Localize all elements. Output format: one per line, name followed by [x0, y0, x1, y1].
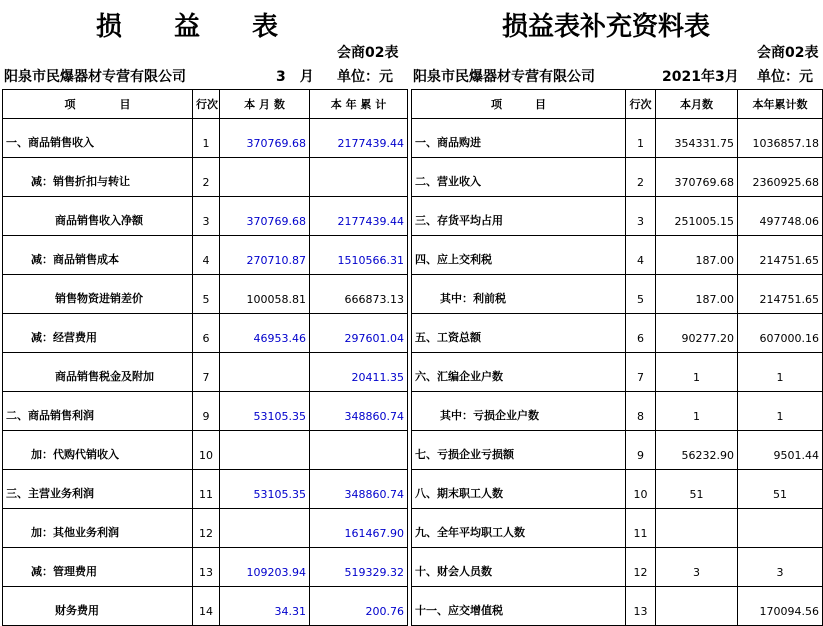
table-row	[412, 236, 823, 275]
row-item-name: 六、汇编企业户数	[412, 353, 626, 392]
header-month: 本 月 数	[220, 90, 310, 119]
table-row	[3, 431, 408, 470]
row-year-value: 214751.65	[738, 236, 823, 275]
row-month-value	[220, 158, 310, 197]
row-item-name: 减：经营费用	[3, 314, 193, 353]
header-row	[3, 90, 408, 119]
header-year: 本 年 累 计	[310, 90, 408, 119]
row-line-number: 11	[626, 509, 656, 548]
table-row	[412, 431, 823, 470]
row-item-name: 五、工资总额	[412, 314, 626, 353]
table-row	[412, 587, 823, 626]
row-month-value: 53105.35	[220, 392, 310, 431]
table-row	[412, 314, 823, 353]
header-line: 行次	[626, 90, 656, 119]
row-item-name: 二、营业收入	[412, 158, 626, 197]
row-year-value: 3	[738, 548, 823, 587]
row-year-value: 200.76	[310, 587, 408, 626]
table-row	[3, 548, 408, 587]
row-year-value	[310, 158, 408, 197]
table-row	[412, 158, 823, 197]
row-line-number: 13	[193, 548, 220, 587]
row-month-value: 109203.94	[220, 548, 310, 587]
row-line-number: 6	[193, 314, 220, 353]
row-year-value	[310, 431, 408, 470]
header-row	[412, 90, 823, 119]
row-item-name: 商品销售税金及附加	[3, 353, 193, 392]
row-month-value	[656, 587, 738, 626]
row-month-value: 187.00	[656, 236, 738, 275]
row-month-value: 251005.15	[656, 197, 738, 236]
row-year-value: 297601.04	[310, 314, 408, 353]
row-month-value: 1	[656, 353, 738, 392]
row-line-number: 1	[193, 119, 220, 158]
row-month-value: 100058.81	[220, 275, 310, 314]
row-month-value	[220, 431, 310, 470]
supplement-table	[411, 89, 823, 626]
header-line: 行次	[193, 90, 220, 119]
income-statement-table	[2, 89, 408, 626]
row-line-number: 8	[626, 392, 656, 431]
row-year-value: 348860.74	[310, 392, 408, 431]
row-item-name: 三、主营业务利润	[3, 470, 193, 509]
row-line-number: 2	[193, 158, 220, 197]
row-year-value: 20411.35	[310, 353, 408, 392]
left-unit: 单位：元	[337, 69, 393, 85]
left-title: 损 益 表	[96, 12, 279, 42]
row-year-value: 2360925.68	[738, 158, 823, 197]
table-row	[3, 353, 408, 392]
header-item: 项 目	[412, 90, 626, 119]
table-row	[412, 470, 823, 509]
row-item-name: 财务费用	[3, 587, 193, 626]
left-form-code: 会商02表	[337, 45, 399, 61]
row-line-number: 3	[626, 197, 656, 236]
row-line-number: 12	[193, 509, 220, 548]
row-month-value: 46953.46	[220, 314, 310, 353]
table-row	[3, 587, 408, 626]
table-row	[412, 392, 823, 431]
table-row	[3, 470, 408, 509]
row-item-name: 三、存货平均占用	[412, 197, 626, 236]
row-line-number: 5	[626, 275, 656, 314]
row-month-value: 51	[656, 470, 738, 509]
row-year-value: 1036857.18	[738, 119, 823, 158]
left-company-name: 阳泉市民爆器材专营有限公司	[4, 69, 186, 85]
table-row	[3, 158, 408, 197]
row-line-number: 6	[626, 314, 656, 353]
table-row	[412, 548, 823, 587]
row-year-value: 2177439.44	[310, 197, 408, 236]
right-period: 2021年3月	[662, 69, 739, 85]
row-line-number: 3	[193, 197, 220, 236]
row-item-name: 十一、应交增值税	[412, 587, 626, 626]
row-year-value: 1510566.31	[310, 236, 408, 275]
row-line-number: 9	[626, 431, 656, 470]
table-row	[3, 509, 408, 548]
row-year-value: 9501.44	[738, 431, 823, 470]
row-line-number: 14	[193, 587, 220, 626]
row-item-name: 八、期末职工人数	[412, 470, 626, 509]
row-line-number: 7	[193, 353, 220, 392]
table-row	[412, 353, 823, 392]
row-line-number: 4	[626, 236, 656, 275]
row-item-name: 加：其他业务利润	[3, 509, 193, 548]
row-year-value: 607000.16	[738, 314, 823, 353]
row-year-value: 170094.56	[738, 587, 823, 626]
row-item-name: 一、商品购进	[412, 119, 626, 158]
row-month-value: 370769.68	[656, 158, 738, 197]
left-period: 3 月	[276, 69, 314, 85]
row-month-value: 90277.20	[656, 314, 738, 353]
row-line-number: 5	[193, 275, 220, 314]
row-month-value: 34.31	[220, 587, 310, 626]
right-form-code: 会商02表	[757, 45, 819, 61]
row-month-value: 56232.90	[656, 431, 738, 470]
table-row	[412, 509, 823, 548]
header-month: 本月数	[656, 90, 738, 119]
header-item: 项 目	[3, 90, 193, 119]
row-line-number: 2	[626, 158, 656, 197]
right-title: 损益表补充资料表	[502, 12, 711, 42]
table-row	[412, 275, 823, 314]
row-year-value: 51	[738, 470, 823, 509]
row-month-value	[656, 509, 738, 548]
table-row	[412, 197, 823, 236]
table-row	[3, 197, 408, 236]
row-item-name: 减：管理费用	[3, 548, 193, 587]
row-line-number: 4	[193, 236, 220, 275]
income-statement-body	[3, 90, 408, 626]
table-row	[3, 314, 408, 353]
table-row	[3, 275, 408, 314]
row-item-name: 加：代购代销收入	[3, 431, 193, 470]
table-row	[3, 392, 408, 431]
row-item-name: 减：商品销售成本	[3, 236, 193, 275]
row-month-value: 3	[656, 548, 738, 587]
row-year-value: 1	[738, 353, 823, 392]
row-line-number: 10	[193, 431, 220, 470]
row-month-value: 354331.75	[656, 119, 738, 158]
row-line-number: 1	[626, 119, 656, 158]
row-item-name: 二、商品销售利润	[3, 392, 193, 431]
row-item-name: 七、亏损企业亏损额	[412, 431, 626, 470]
row-line-number: 9	[193, 392, 220, 431]
row-item-name: 一、商品销售收入	[3, 119, 193, 158]
row-line-number: 11	[193, 470, 220, 509]
row-item-name: 销售物资进销差价	[3, 275, 193, 314]
row-year-value: 519329.32	[310, 548, 408, 587]
table-row	[412, 119, 823, 158]
row-line-number: 13	[626, 587, 656, 626]
row-item-name: 四、应上交利税	[412, 236, 626, 275]
row-item-name: 十、财会人员数	[412, 548, 626, 587]
row-month-value: 270710.87	[220, 236, 310, 275]
row-month-value	[220, 353, 310, 392]
row-year-value: 497748.06	[738, 197, 823, 236]
table-row	[3, 119, 408, 158]
header-year: 本年累计数	[738, 90, 823, 119]
row-item-name: 其中：利前税	[412, 275, 626, 314]
row-month-value: 1	[656, 392, 738, 431]
row-item-name: 其中：亏损企业户数	[412, 392, 626, 431]
row-item-name: 九、全年平均职工人数	[412, 509, 626, 548]
row-year-value: 2177439.44	[310, 119, 408, 158]
row-line-number: 10	[626, 470, 656, 509]
row-month-value: 370769.68	[220, 119, 310, 158]
row-line-number: 12	[626, 548, 656, 587]
row-month-value: 53105.35	[220, 470, 310, 509]
row-line-number: 7	[626, 353, 656, 392]
table-row	[3, 236, 408, 275]
row-month-value	[220, 509, 310, 548]
row-month-value: 187.00	[656, 275, 738, 314]
row-year-value: 1	[738, 392, 823, 431]
row-year-value: 161467.90	[310, 509, 408, 548]
row-item-name: 减：销售折扣与转让	[3, 158, 193, 197]
row-year-value: 214751.65	[738, 275, 823, 314]
right-company-name: 阳泉市民爆器材专营有限公司	[413, 69, 595, 85]
right-unit: 单位：元	[757, 69, 813, 85]
row-year-value: 666873.13	[310, 275, 408, 314]
row-item-name: 商品销售收入净额	[3, 197, 193, 236]
row-month-value: 370769.68	[220, 197, 310, 236]
row-year-value	[738, 509, 823, 548]
supplement-body	[412, 90, 823, 626]
row-year-value: 348860.74	[310, 470, 408, 509]
